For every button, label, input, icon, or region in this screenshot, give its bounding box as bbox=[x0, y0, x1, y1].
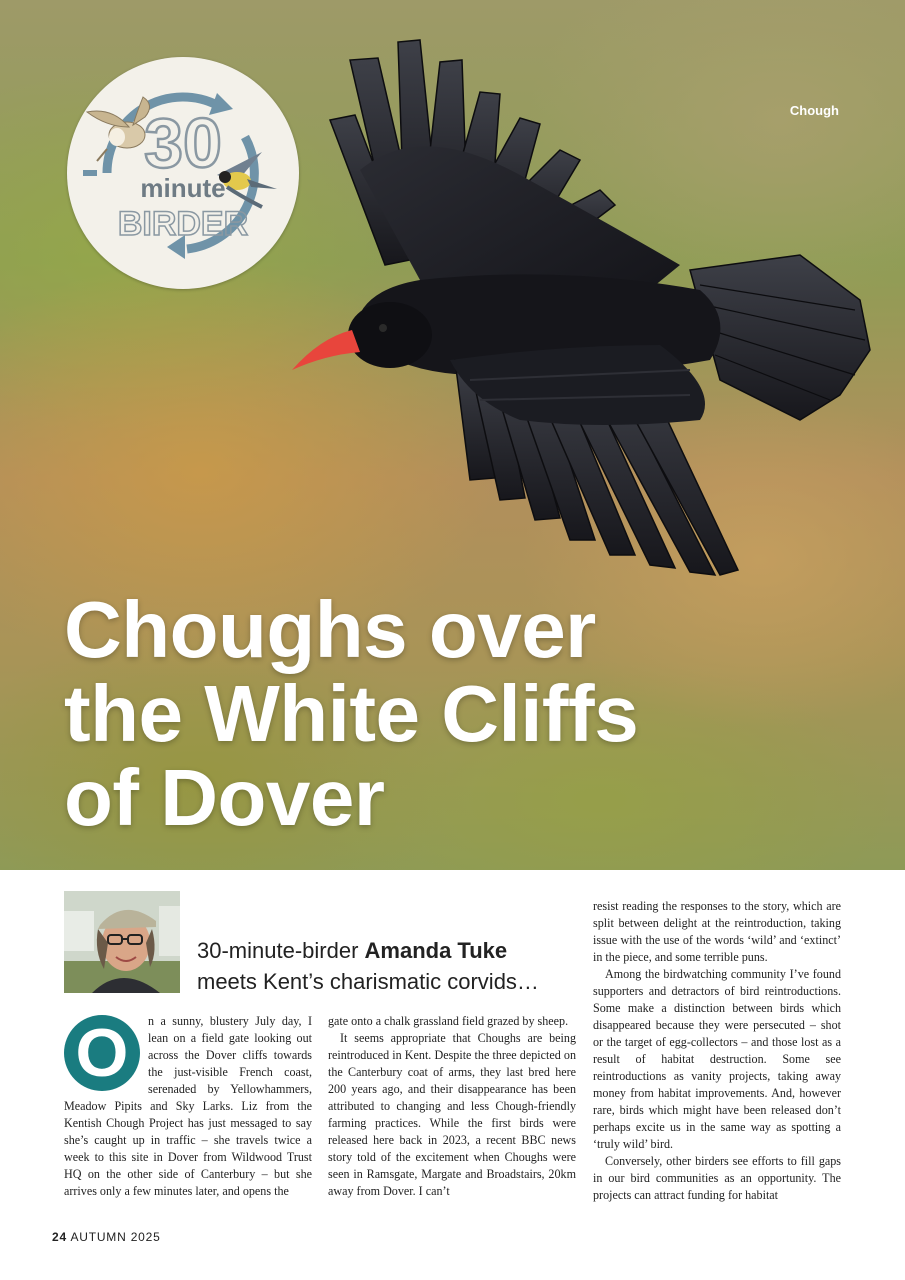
article-column-2 bbox=[328, 1013, 576, 1200]
author-name: Amanda Tuke bbox=[364, 938, 508, 963]
article-column-1 bbox=[64, 1013, 312, 1200]
author-photo bbox=[64, 891, 180, 993]
drop-cap: O bbox=[64, 1015, 140, 1091]
article-paragraph: Among the birdwatching community I’ve found supporters and detractors of bird reintroductions. Some make a distinction between birds which disappeared because they were persecuted – shot or the target of egg-collectors – and those lost as a result of habitat destruction. Some see reintroductions as vanity projects, taking away money from habitat improvements. And, however rare, birds which might have been released don’t perhaps excite us in the same way as spotting a ‘truly wild’ bird. bbox=[593, 967, 841, 1151]
standfirst bbox=[197, 935, 577, 997]
standfirst-line-2: meets Kent’s charismatic corvids… bbox=[197, 969, 539, 994]
article-column-3 bbox=[593, 898, 841, 1204]
article-paragraph-continued: resist reading the responses to the story, which are split between delight at the reintroduction, taking issue with the use of the words ‘wild’ and ‘extinct’ in the piece, and some terrible puns. bbox=[593, 899, 841, 964]
article-paragraph bbox=[64, 1013, 312, 1200]
badge-word-minute: minute bbox=[140, 173, 226, 203]
photo-caption: Chough bbox=[789, 103, 839, 118]
author-portrait bbox=[64, 891, 180, 993]
thirty-minute-birder-badge bbox=[67, 57, 299, 289]
article-title bbox=[64, 585, 884, 842]
badge-word-birder: BIRDER bbox=[117, 205, 249, 243]
paragraph-text: n a sunny, blustery July day, I lean on a field gate looking out across the Dover cliffs towards the just-visible French coast, serenaded by Yellowhammers, Meadow Pipits and Sky Larks. Liz from the Kentish Chough Project has just messaged to say she’s caught up in traffic – she travels twice a week to this site in Dover from Wildwood Trust HQ on the other side of Canterbury – but she arrives only a few minutes later, and opens the bbox=[64, 1014, 312, 1198]
page-footer bbox=[52, 1230, 161, 1244]
barn-owl-icon bbox=[87, 97, 150, 161]
badge-number: 30 bbox=[144, 104, 222, 182]
great-tit-icon bbox=[217, 152, 277, 207]
title-line-3: of Dover bbox=[64, 753, 385, 842]
standfirst-line-1 bbox=[197, 935, 577, 966]
article-paragraph-continued: gate onto a chalk grassland field grazed by sheep. bbox=[328, 1014, 569, 1028]
article-paragraph: Conversely, other birders see efforts to fill gaps in our bird communities as an opportunity. The projects can attract funding for habitat bbox=[593, 1154, 841, 1202]
issue-label: AUTUMN 2025 bbox=[70, 1230, 161, 1244]
title-line-2: the White Cliffs bbox=[64, 669, 639, 758]
page-number: 24 bbox=[52, 1230, 67, 1244]
badge-graphic bbox=[67, 57, 299, 289]
article-paragraph: It seems appropriate that Choughs are being reintroduced in Kent. Despite the three depicted on the Canterbury coat of arms, they last bred here 200 years ago, and their disappearance has been attributed to changing and less Chough-friendly farming practices. While the first birds were released here back in 2023, a recent BBC news story told of the excitement when Choughs were seen in Ramsgate, Margate and Broadstairs, 20km away from Dover. I can’t bbox=[328, 1031, 576, 1198]
title-line-1: Choughs over bbox=[64, 585, 596, 674]
standfirst-prefix: 30-minute-birder bbox=[197, 938, 365, 963]
